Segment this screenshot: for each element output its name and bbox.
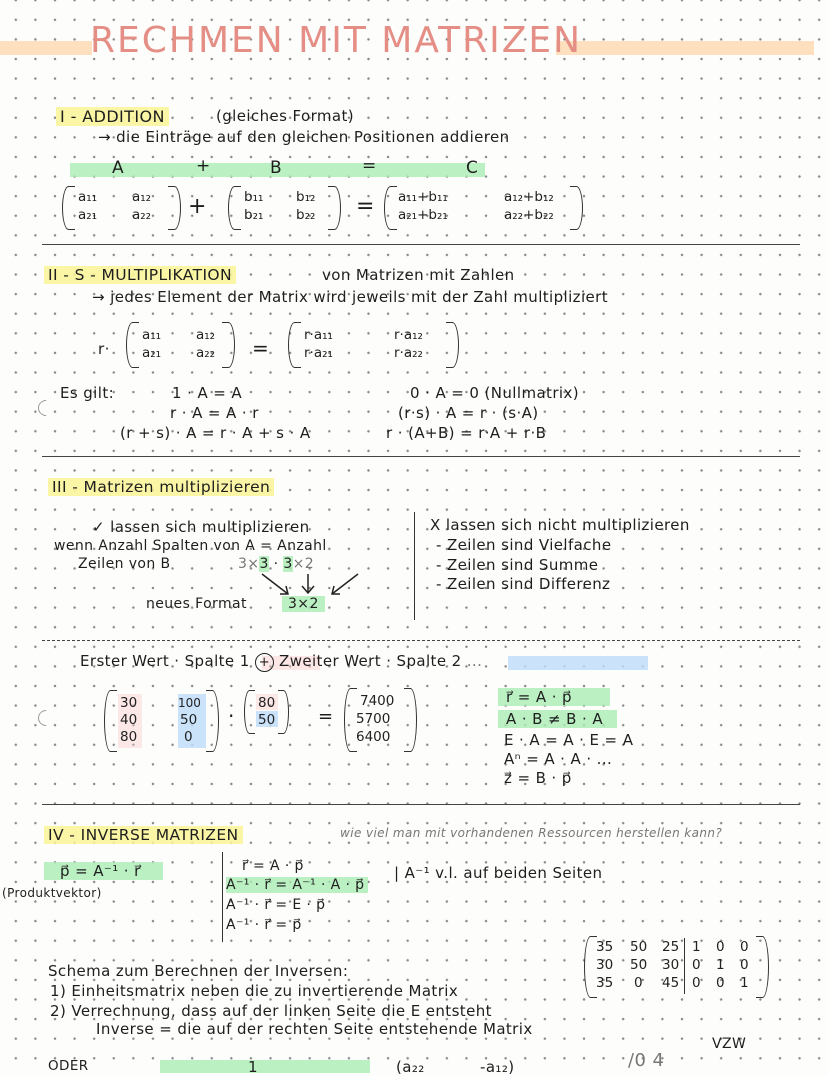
- matrix-b-left-paren: [228, 186, 241, 230]
- multiply-yes-condition-2: Zeilen von B: [78, 556, 171, 572]
- matrix-b-21: b₂₁: [244, 207, 264, 223]
- matrix-a-21: a₂₁: [78, 207, 98, 223]
- matrix-c-left-paren: [384, 186, 397, 230]
- section-2-heading-tail: von Matrizen mit Zahlen: [322, 266, 515, 284]
- title-highlight-right: [556, 41, 814, 55]
- matrix-b-right-paren: [328, 186, 341, 230]
- schema-step-2: 2) Verrechnung, dass auf der linken Seite die E entsteht: [50, 1002, 492, 1020]
- bottom-highlight: [160, 1060, 370, 1073]
- schema-matrix-21: 30: [596, 957, 614, 973]
- matrix-a-22: a₂₂: [132, 207, 152, 223]
- page-note: /0 4: [628, 1050, 665, 1071]
- matrix-rm-12: r·a₁₂: [394, 327, 423, 343]
- label-c: C: [466, 158, 479, 178]
- product-rule: [80, 652, 482, 672]
- product-vector-1: 80: [258, 695, 276, 711]
- title-highlight-left: [0, 41, 92, 55]
- matrix-m-21: a₂₁: [142, 345, 162, 361]
- product-matrix-left-paren: [104, 690, 117, 752]
- derivation-step-2: A⁻¹ · r⃗ = A⁻¹ · A · p⃗: [226, 877, 368, 893]
- identity-31: 0: [692, 975, 701, 991]
- vzw-note: VZW: [712, 1036, 747, 1052]
- equals-sign-2: =: [252, 336, 270, 360]
- formula-3: E · A = A · E = A: [504, 731, 634, 749]
- plus-sign: +: [188, 194, 207, 219]
- section-2-heading: II - S - MULTIPLIKATION: [44, 266, 236, 284]
- product-matrix-31: 80: [120, 729, 138, 745]
- schema-matrix-separator: [684, 938, 685, 994]
- identity-33: 1: [740, 975, 749, 991]
- identity-12: 0: [716, 939, 725, 955]
- product-vector-right-paren: [278, 690, 289, 734]
- matrix-m-12: a₁₂: [196, 327, 216, 343]
- label-b: B: [270, 158, 283, 178]
- section-4-heading: IV - INVERSE MATRIZEN: [44, 826, 243, 844]
- section-1-description: → die Einträge auf den gleichen Positionen addieren: [98, 128, 510, 146]
- formula-5: z⃗ = B · p⃗: [504, 769, 572, 787]
- product-matrix-11: 30: [120, 695, 138, 711]
- section-3-divider: [414, 512, 415, 620]
- spalte-2-highlight: [508, 656, 648, 670]
- identity-13: 0: [740, 939, 749, 955]
- format-a-cols: 3: [259, 556, 269, 572]
- multiply-no-item-2: - Zeilen sind Summe: [436, 556, 599, 574]
- oder-label: ODER: [48, 1058, 89, 1074]
- matrix-b-12: b₁₂: [296, 189, 316, 205]
- format-b-rows: 3: [283, 556, 293, 572]
- section-4-question: wie viel man mit vorhandenen Ressourcen herstellen kann?: [340, 826, 723, 840]
- derivation-step-4: A⁻¹ · r⃗ = p⃗: [226, 917, 302, 933]
- multiply-yes-title: ✓ lassen sich multiplizieren: [92, 518, 310, 536]
- matrix-c-22: a₂₂+b₂₂: [504, 207, 554, 223]
- divider-3: [42, 640, 800, 641]
- multiply-no-title: X lassen sich nicht multiplizieren: [430, 516, 690, 534]
- divider-4: [42, 804, 800, 805]
- product-matrix-22: 50: [180, 712, 198, 728]
- derivation-step-3: A⁻¹ · r⃗ = E · p⃗: [226, 897, 326, 913]
- matrix-c-12: a₁₂+b₁₂: [504, 189, 554, 205]
- identity-32: 0: [716, 975, 725, 991]
- schema-matrix-23: 30: [662, 957, 680, 973]
- identity-23: 0: [740, 957, 749, 973]
- rule-left-3: (r + s) · A = r · A + s · A: [120, 424, 311, 442]
- identity-22: 1: [716, 957, 725, 973]
- rule-left-2: r · A = A · r: [170, 404, 259, 422]
- matrix-c-21: a₂₁+b₂₁: [398, 207, 448, 223]
- matrix-c-11: a₁₁+b₁₁: [398, 189, 448, 205]
- matrix-rm-22: r·a₂₂: [394, 345, 423, 361]
- schema-matrix-32: 0: [634, 975, 643, 991]
- result-vector-right-paren: [404, 688, 417, 752]
- identity-11: 1: [692, 939, 701, 955]
- section-1-heading: I - ADDITION: [56, 107, 169, 126]
- label-equals: =: [362, 156, 377, 176]
- multiply-yes-condition-1: wenn Anzahl Spalten von A = Anzahl: [54, 538, 327, 554]
- section-1-note: (gleiches Format): [216, 107, 355, 125]
- bottom-fraction-one: 1: [248, 1058, 258, 1076]
- schema-matrix-right-paren: [756, 936, 769, 998]
- schema-matrix-31: 35: [596, 975, 614, 991]
- product-matrix-21: 40: [120, 712, 138, 728]
- matrix-b-11: b₁₁: [244, 189, 264, 205]
- rule-right-3: r · (A+B) = r·A + r·B: [386, 424, 547, 442]
- product-vector-left-paren: [244, 690, 255, 734]
- section-3-heading: III - Matrizen multiplizieren: [48, 478, 274, 496]
- matrix-m-right-paren: [222, 322, 235, 368]
- schema-matrix-11: 35: [596, 939, 614, 955]
- matrix-b-22: b₂₂: [296, 207, 316, 223]
- equals-sign: =: [356, 194, 375, 219]
- format-b-cols: ×2: [292, 556, 315, 572]
- rule-right-1: 0 · A = 0 (Nullmatrix): [410, 384, 579, 402]
- binder-ring-2: [35, 707, 58, 730]
- product-matrix-right-paren: [206, 690, 219, 752]
- matrix-rm-left-paren: [288, 322, 301, 368]
- matrix-m-left-paren: [126, 322, 139, 368]
- matrix-a-11: a₁₁: [78, 189, 98, 205]
- matrix-a-left-paren: [62, 186, 75, 230]
- matrix-rm-21: r·a₂₁: [304, 345, 333, 361]
- identity-21: 0: [692, 957, 701, 973]
- section-2-description: → jedes Element der Matrix wird jeweils mit der Zahl multipliziert: [92, 288, 608, 306]
- bottom-matrix-a: (a₂₂: [396, 1058, 425, 1076]
- result-vector-1: 7400: [360, 693, 395, 709]
- schema-step-1: 1) Einheitsmatrix neben die zu invertierende Matrix: [50, 982, 459, 1000]
- binder-ring-1: [35, 397, 58, 420]
- schema-title: Schema zum Berechnen der Inversen:: [48, 962, 349, 980]
- schema-matrix-12: 50: [630, 939, 648, 955]
- multiply-no-item-1: - Zeilen sind Vielfache: [436, 536, 612, 554]
- matrix-rm-11: r·a₁₁: [304, 327, 333, 343]
- divider-2: [42, 456, 800, 457]
- matrix-rm-right-paren: [446, 322, 459, 368]
- format-a-rows: 3×: [238, 556, 260, 572]
- derivation-bar: [222, 852, 223, 942]
- schema-step-3: Inverse = die auf der rechten Seite entstehende Matrix: [96, 1020, 533, 1038]
- product-equals: =: [318, 706, 334, 727]
- plus-circle-icon: +: [255, 653, 274, 672]
- format-example: [238, 556, 314, 572]
- product-rule-dots: ...: [466, 652, 483, 670]
- new-format-value: 3×2: [282, 596, 325, 612]
- rule-right-2: (r·s) · A = r · (s·A): [398, 404, 539, 422]
- result-vector-3: 6400: [356, 729, 391, 745]
- rule-left-1: 1 · A = A: [172, 384, 243, 402]
- formula-1: r⃗ = A · p⃗: [498, 688, 610, 706]
- schema-matrix-13: 25: [662, 939, 680, 955]
- product-dot: ·: [228, 704, 235, 728]
- page-title: RECHMEN MIT MATRIZEN: [90, 20, 583, 61]
- bottom-matrix-b: -a₁₂): [480, 1058, 515, 1076]
- schema-matrix-33: 45: [662, 975, 680, 991]
- product-rule-second: Zweiter Wert · Spalte 2: [279, 652, 462, 670]
- formula-4: Aⁿ = A · A · ...: [504, 750, 613, 768]
- derivation-step-1: r⃗ = A · p⃗: [242, 858, 304, 874]
- product-matrix-12: 100: [178, 696, 201, 710]
- matrix-a-right-paren: [168, 186, 181, 230]
- format-dot: ·: [273, 556, 279, 572]
- scalar-r: r·: [98, 340, 110, 358]
- formula-2: A · B ≠ B · A: [498, 710, 617, 728]
- result-vector-2: 5700: [356, 711, 391, 727]
- matrix-m-22: a₂₂: [196, 345, 216, 361]
- new-format-label: neues Format: [146, 596, 247, 612]
- produktvektor-label: (Produktvektor): [2, 886, 102, 900]
- derivation-side-note: | A⁻¹ v.l. auf beiden Seiten: [394, 864, 603, 882]
- matrix-a-12: a₁₂: [132, 189, 152, 205]
- multiply-no-item-3: - Zeilen sind Differenz: [436, 575, 611, 593]
- es-gilt: Es gilt:: [60, 384, 115, 402]
- matrix-c-right-paren: [570, 186, 583, 230]
- matrix-m-11: a₁₁: [142, 327, 162, 343]
- label-a: A: [112, 158, 125, 178]
- product-matrix-32: 0: [184, 729, 193, 745]
- product-vector-2: 50: [258, 712, 276, 728]
- schema-matrix-22: 50: [630, 957, 648, 973]
- inverse-equation: p⃗ = A⁻¹ · r⃗: [44, 862, 163, 880]
- product-rule-first: Erster Wert · Spalte 1: [80, 652, 250, 670]
- divider-1: [42, 244, 800, 245]
- label-plus: +: [196, 156, 211, 176]
